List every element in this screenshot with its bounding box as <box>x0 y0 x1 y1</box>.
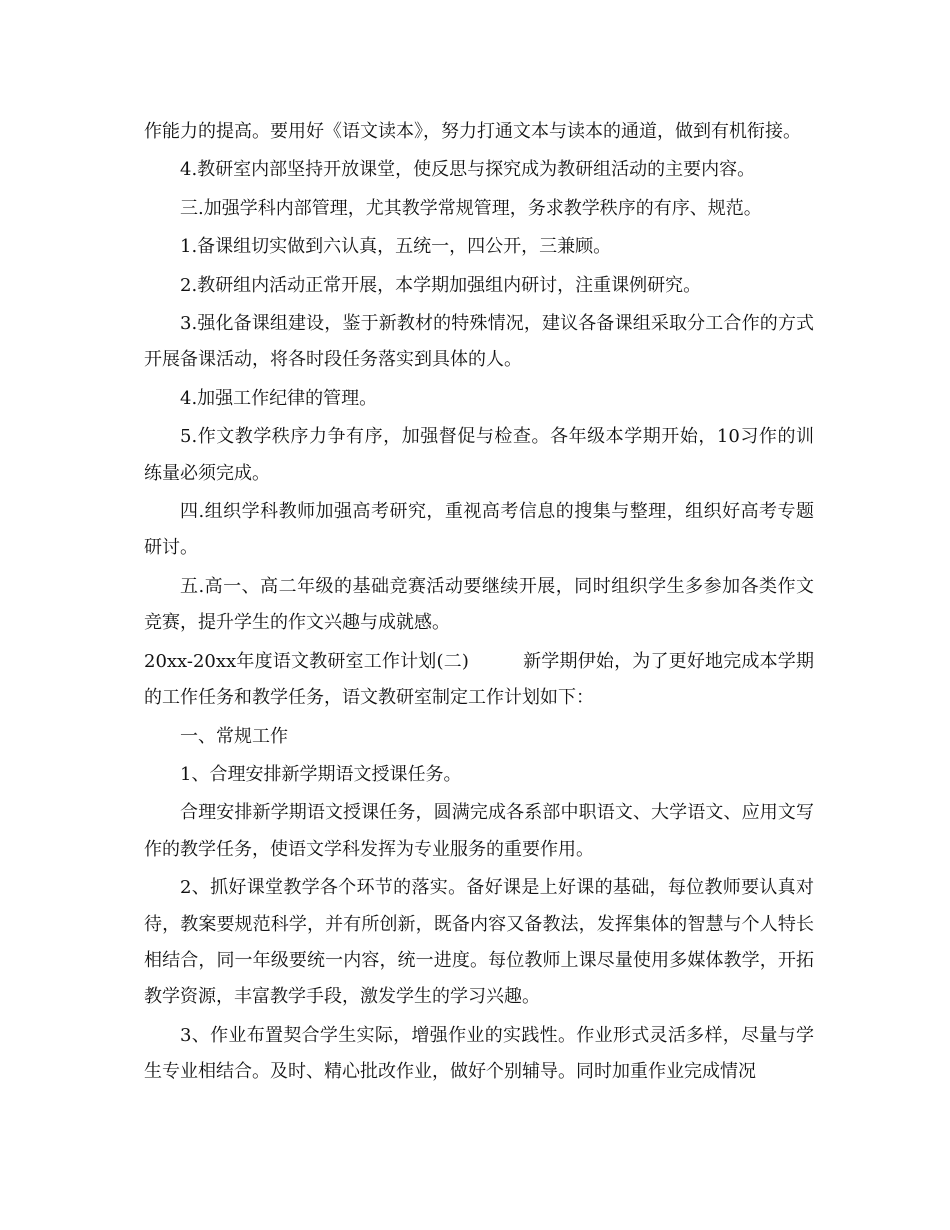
paragraph: 四.组织学科教师加强高考研究，重视高考信息的搜集与整理，组织好高考专题研讨。 <box>144 501 814 559</box>
paragraph: 三.加强学科内部管理，尤其教学常规管理，务求教学秩序的有序、规范。 <box>180 197 762 219</box>
section-heading-paragraph <box>144 644 814 717</box>
paragraph: 2.教研组内活动正常开展，本学期加强组内研讨，注重课例研究。 <box>180 274 702 296</box>
paragraph: 1.备课组切实做到六认真，五统一，四公开，三兼顾。 <box>180 236 612 258</box>
paragraph: 4.教研室内部坚持开放课堂，使反思与探究成为教研组活动的主要内容。 <box>180 159 756 181</box>
paragraph: 一、常规工作 <box>180 725 288 747</box>
paragraph: 2、抓好课堂教学各个环节的落实。备好课是上好课的基础，每位教师要认真对待，教案要规范科学，并有所创新，既备内容又备教法，发挥集体的智慧与个人特长相结合，同一年级要统一内容，统一进度。每位教师上课尽量使用多媒体教学，开拓教学资源，丰富教学手段，激发学生的学习兴趣。 <box>144 877 814 1008</box>
paragraph: 4.加强工作纪律的管理。 <box>180 387 378 409</box>
document-body <box>144 114 814 1093</box>
paragraph: 3、作业布置契合学生实际，增强作业的实践性。作业形式灵活多样，尽量与学生专业相结合。及时、精心批改作业，做好个别辅导。同时加重作业完成情况 <box>144 1024 814 1083</box>
paragraph: 3.强化备课组建设，鉴于新教材的特殊情况，建议各备课组采取分工合作的方式开展备课活动，将各时段任务落实到具体的人。 <box>144 313 814 371</box>
paragraph: 5.作文教学秩序力争有序，加强督促与检查。各年级本学期开始，10习作的训练量必须完成。 <box>144 426 814 484</box>
paragraph: 合理安排新学期语文授课任务，圆满完成各系部中职语文、大学语文、应用文写作的教学任务，使语文学科发挥为专业服务的重要作用。 <box>144 802 814 860</box>
paragraph: 作能力的提高。要用好《语文读本》，努力打通文本与读本的通道，做到有机衔接。 <box>144 121 801 142</box>
paragraph: 1、合理安排新学期语文授课任务。 <box>180 763 462 785</box>
section-title: 20xx-20xx年度语文教研室工作计划(二) <box>144 650 469 672</box>
section-intro: 新学期伊始，为了更好地完成本学期的工作任务和教学任务，语文教研室制定工作计划如下： <box>144 650 814 709</box>
paragraph: 五.高一、高二年级的基础竞赛活动要继续开展，同时组织学生多参加各类作文竞赛，提升学生的作文兴趣与成就感。 <box>144 575 814 634</box>
